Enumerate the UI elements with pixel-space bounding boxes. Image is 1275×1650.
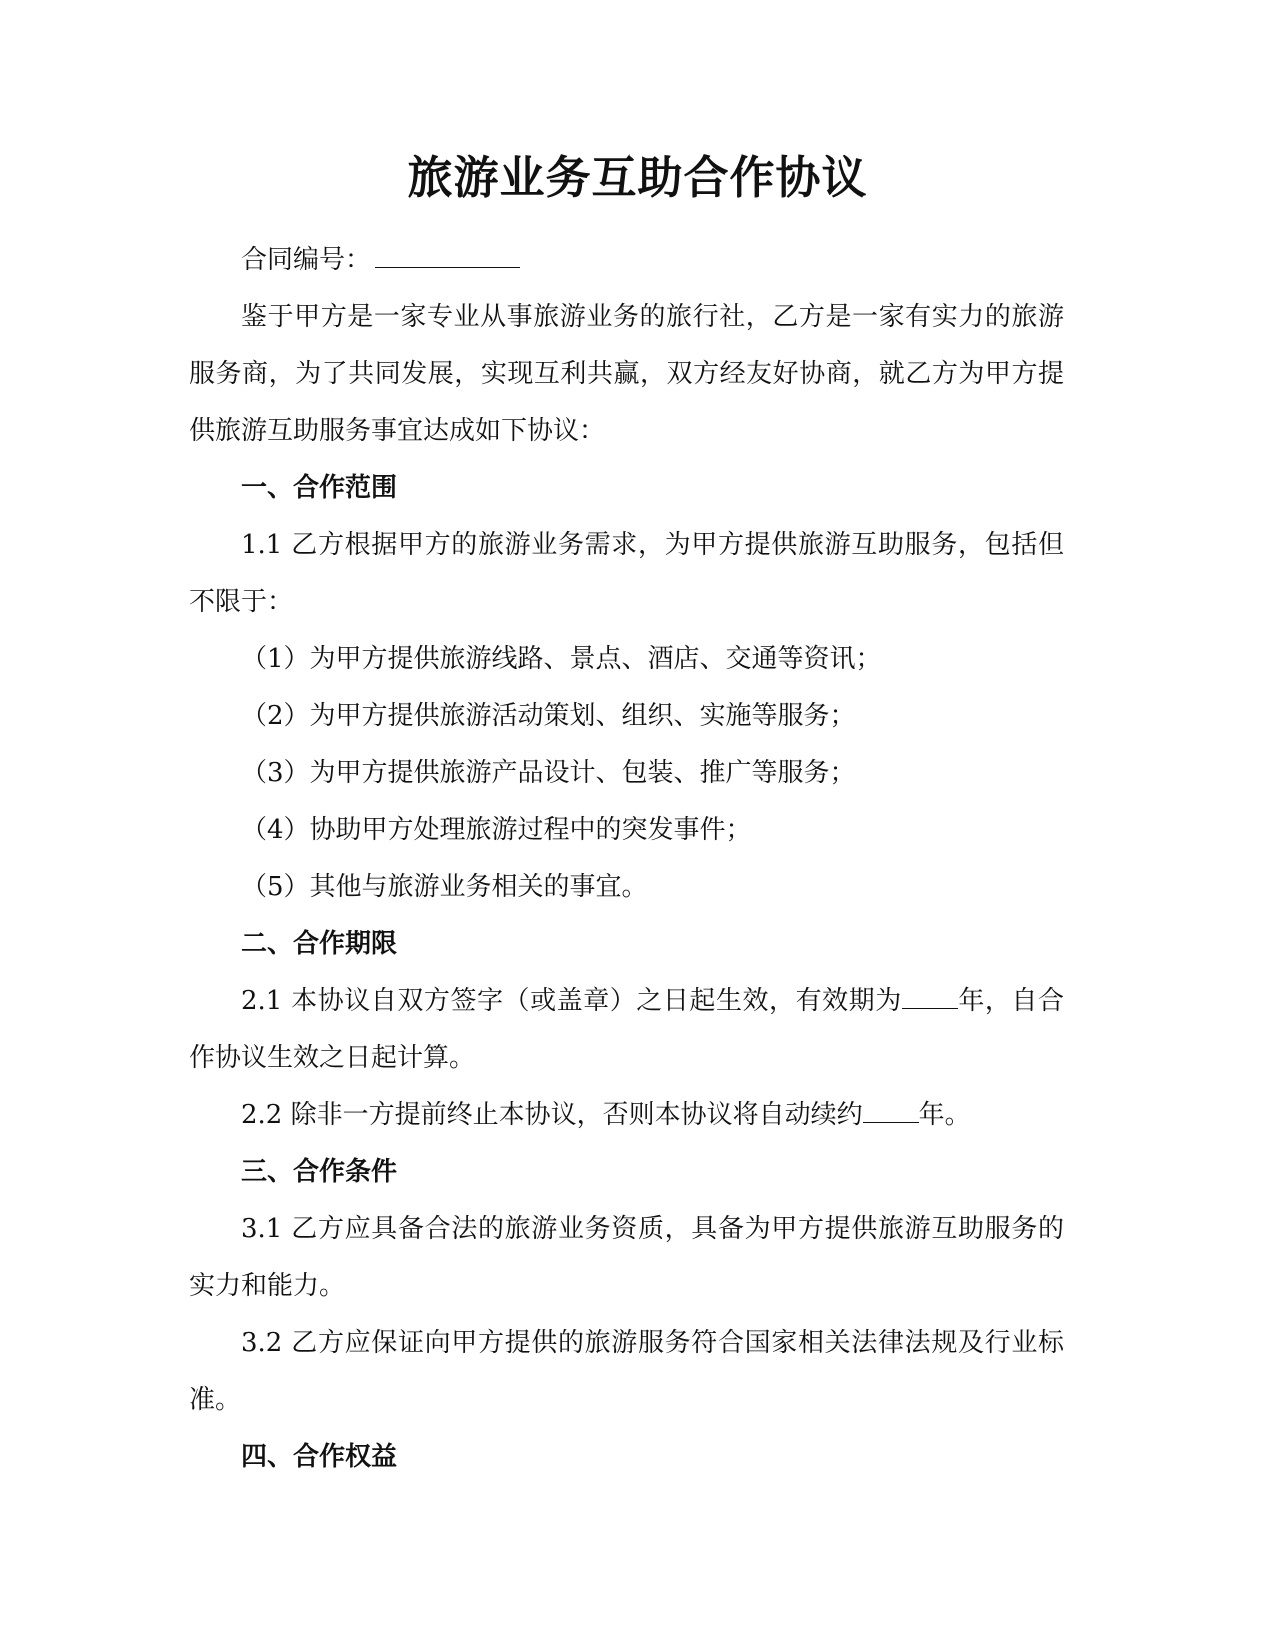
- document-body: [189, 232, 1064, 1486]
- renewal-years-blank: [863, 1097, 919, 1123]
- document-title: 旅游业务互助合作协议: [407, 151, 868, 204]
- clause-3-2: 3.2 乙方应保证向甲方提供的旅游服务符合国家相关法律法规及行业标准。: [189, 1328, 1064, 1415]
- contract-number-label: 合同编号：: [241, 245, 372, 275]
- clause-2-2-text-start: 2.2 除非一方提前终止本协议，否则本协议将自动续约: [241, 1100, 863, 1130]
- section-2-heading: 二、合作期限: [241, 929, 398, 959]
- clause-3-1: 3.1 乙方应具备合法的旅游业务资质，具备为甲方提供旅游互助服务的实力和能力。: [189, 1214, 1064, 1301]
- section-1-heading: 一、合作范围: [241, 473, 398, 503]
- clause-2-1-text-end: 年，自合作协议生效之日起计算。: [189, 986, 1064, 1073]
- clause-2-2: [189, 1087, 1064, 1144]
- contract-number-line: [189, 232, 1064, 289]
- section-4-heading: 四、合作权益: [241, 1442, 398, 1472]
- clause-2-2-text-end: 年。: [918, 1100, 971, 1130]
- contract-number-blank: [375, 242, 520, 268]
- preamble-paragraph: 鉴于甲方是一家专业从事旅游业务的旅行社，乙方是一家有实力的旅游服务商，为了共同发展，实现互利共赢，双方经友好协商，就乙方为甲方提供旅游互助服务事宜达成如下协议：: [189, 302, 1064, 446]
- clause-2-1-text-start: 2.1 本协议自双方签字（或盖章）之日起生效，有效期为: [241, 986, 902, 1016]
- list-item: （5）其他与旅游业务相关的事宜。: [241, 872, 648, 902]
- term-years-blank: [902, 983, 958, 1009]
- list-item: （1）为甲方提供旅游线路、景点、酒店、交通等资讯；: [241, 644, 882, 674]
- clause-2-1: [189, 973, 1064, 1087]
- section-3-heading: 三、合作条件: [241, 1157, 398, 1187]
- clause-1-1: 1.1 乙方根据甲方的旅游业务需求，为甲方提供旅游互助服务，包括但不限于：: [189, 530, 1064, 617]
- list-item: （2）为甲方提供旅游活动策划、组织、实施等服务；: [241, 701, 856, 731]
- list-item: （4）协助甲方处理旅游过程中的突发事件；: [241, 815, 752, 845]
- list-item: （3）为甲方提供旅游产品设计、包装、推广等服务；: [241, 758, 856, 788]
